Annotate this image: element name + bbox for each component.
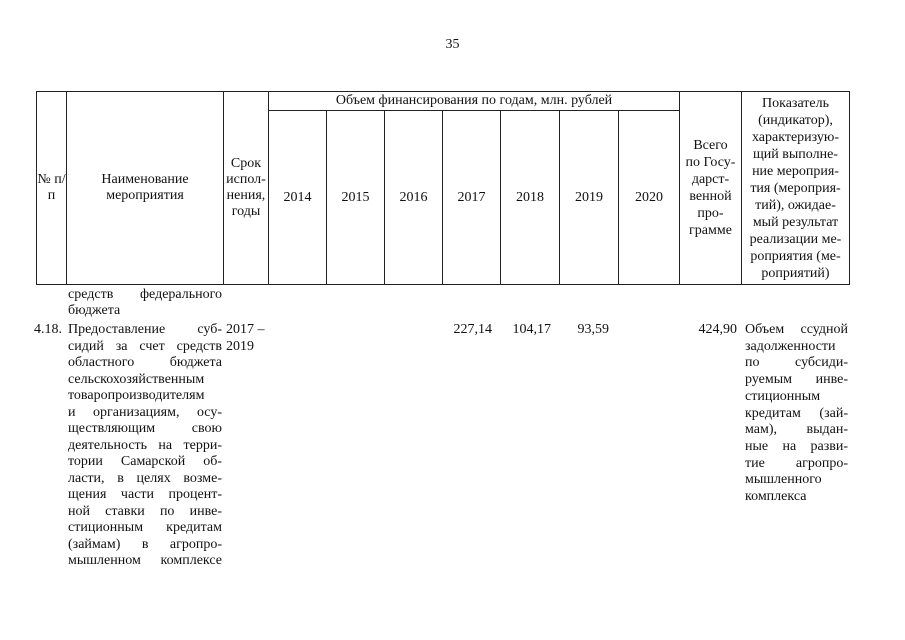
row-name-line: сельскохозяйственным [68, 371, 205, 387]
header-term [224, 92, 268, 284]
row-name-line: областного бюджета [68, 355, 222, 370]
header-term-line: испол- [226, 172, 266, 187]
row-name-line: мышленном комплексе [68, 553, 222, 568]
row-name-line: товаропроизводителям [68, 388, 205, 403]
row-term-line: 2019 [226, 339, 254, 354]
year-label: 2018 [516, 189, 544, 205]
divider [500, 110, 501, 285]
header-year-2018 [501, 111, 559, 284]
divider [268, 110, 679, 111]
row-term-line: 2017 – [226, 322, 265, 337]
header-year-2015 [327, 111, 384, 284]
year-label: 2017 [457, 189, 486, 205]
row-name-line: сидий за счет средств [68, 338, 222, 354]
header-indicator-line: Показатель [762, 95, 829, 111]
header-indicator-line: ние мероприя- [752, 163, 839, 179]
header-num [37, 92, 66, 284]
header-indicator-line: тия (мероприя- [750, 180, 841, 196]
row-name-line: тории Самарской об- [68, 454, 222, 469]
continuation-line: бюджета [68, 303, 121, 318]
row-name [68, 322, 222, 570]
row-indicator-line: тие агропро- [745, 455, 848, 471]
header-indicator-line: тий), ожидае- [755, 197, 836, 213]
row-name-line: ласти, в целях возме- [68, 470, 222, 486]
row-name-line: стиционным кредитам [68, 520, 222, 535]
header-year-2014 [269, 111, 326, 284]
header-name [67, 92, 223, 284]
row-name-line: ной ставки по инве- [68, 503, 222, 519]
header-total [680, 92, 741, 284]
row-indicator-line: кредитам (зай- [745, 405, 848, 421]
header-frame [36, 91, 850, 285]
row-number: 4.18. [34, 322, 62, 337]
header-total-line: венной [689, 189, 732, 204]
row-name-line: и организациям, осу- [68, 404, 222, 420]
row-indicator-line: задолженности [745, 338, 836, 354]
header-funding-group [269, 92, 679, 110]
row-indicator-line: стиционным [745, 388, 821, 404]
year-label: 2015 [341, 189, 370, 205]
row-name-line: (займам) в агропро- [68, 536, 222, 552]
row-name-line: ществляющим свою [68, 421, 222, 436]
header-total-line: про- [697, 206, 724, 221]
divider [384, 110, 385, 285]
value-2017: 227,14 [453, 322, 492, 337]
value-2018: 104,17 [512, 322, 551, 337]
row-indicator-line: руемым инве- [745, 372, 848, 388]
divider [223, 91, 224, 285]
header-indicator-line: мый результат [752, 214, 839, 230]
row-name-line: Предоставление суб- [68, 322, 222, 337]
header-num-label: № п/п [37, 172, 66, 203]
header-year-2017 [443, 111, 500, 284]
row-name-line: щения части процент- [68, 487, 222, 502]
row-indicator [745, 322, 848, 506]
header-indicator [742, 92, 849, 284]
header-year-2019 [560, 111, 618, 284]
divider [442, 110, 443, 285]
header-indicator-line: (индикатор), [758, 112, 833, 128]
row-name-line: деятельность на терри- [68, 437, 222, 453]
header-indicator-line: роприятия (ме- [750, 248, 841, 264]
page-number: 35 [445, 37, 460, 52]
value-2019: 93,59 [577, 322, 609, 337]
divider [741, 91, 742, 285]
header-term-line: Срок [230, 156, 262, 171]
header-funding-label: Объем финансирования по годам, млн. рублей [335, 93, 613, 108]
header-indicator-line: реализации ме- [749, 231, 842, 247]
row-indicator-line: по субсиди- [745, 355, 848, 371]
divider [559, 110, 560, 285]
header-year-2020 [619, 111, 679, 284]
divider [268, 91, 269, 285]
row-indicator-line: мам), выдан- [745, 422, 848, 438]
header-total-line: по Госу- [685, 155, 736, 170]
divider [326, 110, 327, 285]
row-indicator-line: ные на разви- [745, 438, 848, 454]
header-name-label: Наименование мероприятия [101, 172, 189, 203]
divider [66, 91, 67, 285]
header-year-2016 [385, 111, 442, 284]
divider [679, 91, 680, 285]
row-indicator-line: Объем ссудной [745, 322, 848, 337]
header-total-line: дарст- [691, 172, 730, 187]
header-term-line: нения, [226, 188, 266, 203]
header-total-line: грамме [689, 223, 732, 238]
year-label: 2016 [399, 189, 428, 205]
header-indicator-line: характеризую- [751, 129, 840, 145]
year-label: 2020 [635, 189, 663, 205]
header-term-line: годы [231, 204, 261, 219]
row-indicator-line: комплекса [745, 489, 807, 505]
continuation-line: средств федерального [68, 287, 222, 302]
row-indicator-line: мышленного [745, 472, 822, 488]
row-total: 424,90 [698, 322, 737, 337]
year-label: 2019 [575, 189, 603, 205]
header-indicator-line: роприятий) [761, 265, 830, 281]
header-total-line: Всего [693, 138, 728, 153]
year-label: 2014 [283, 189, 312, 205]
divider [618, 110, 619, 285]
header-indicator-line: щий выполне- [753, 146, 838, 162]
